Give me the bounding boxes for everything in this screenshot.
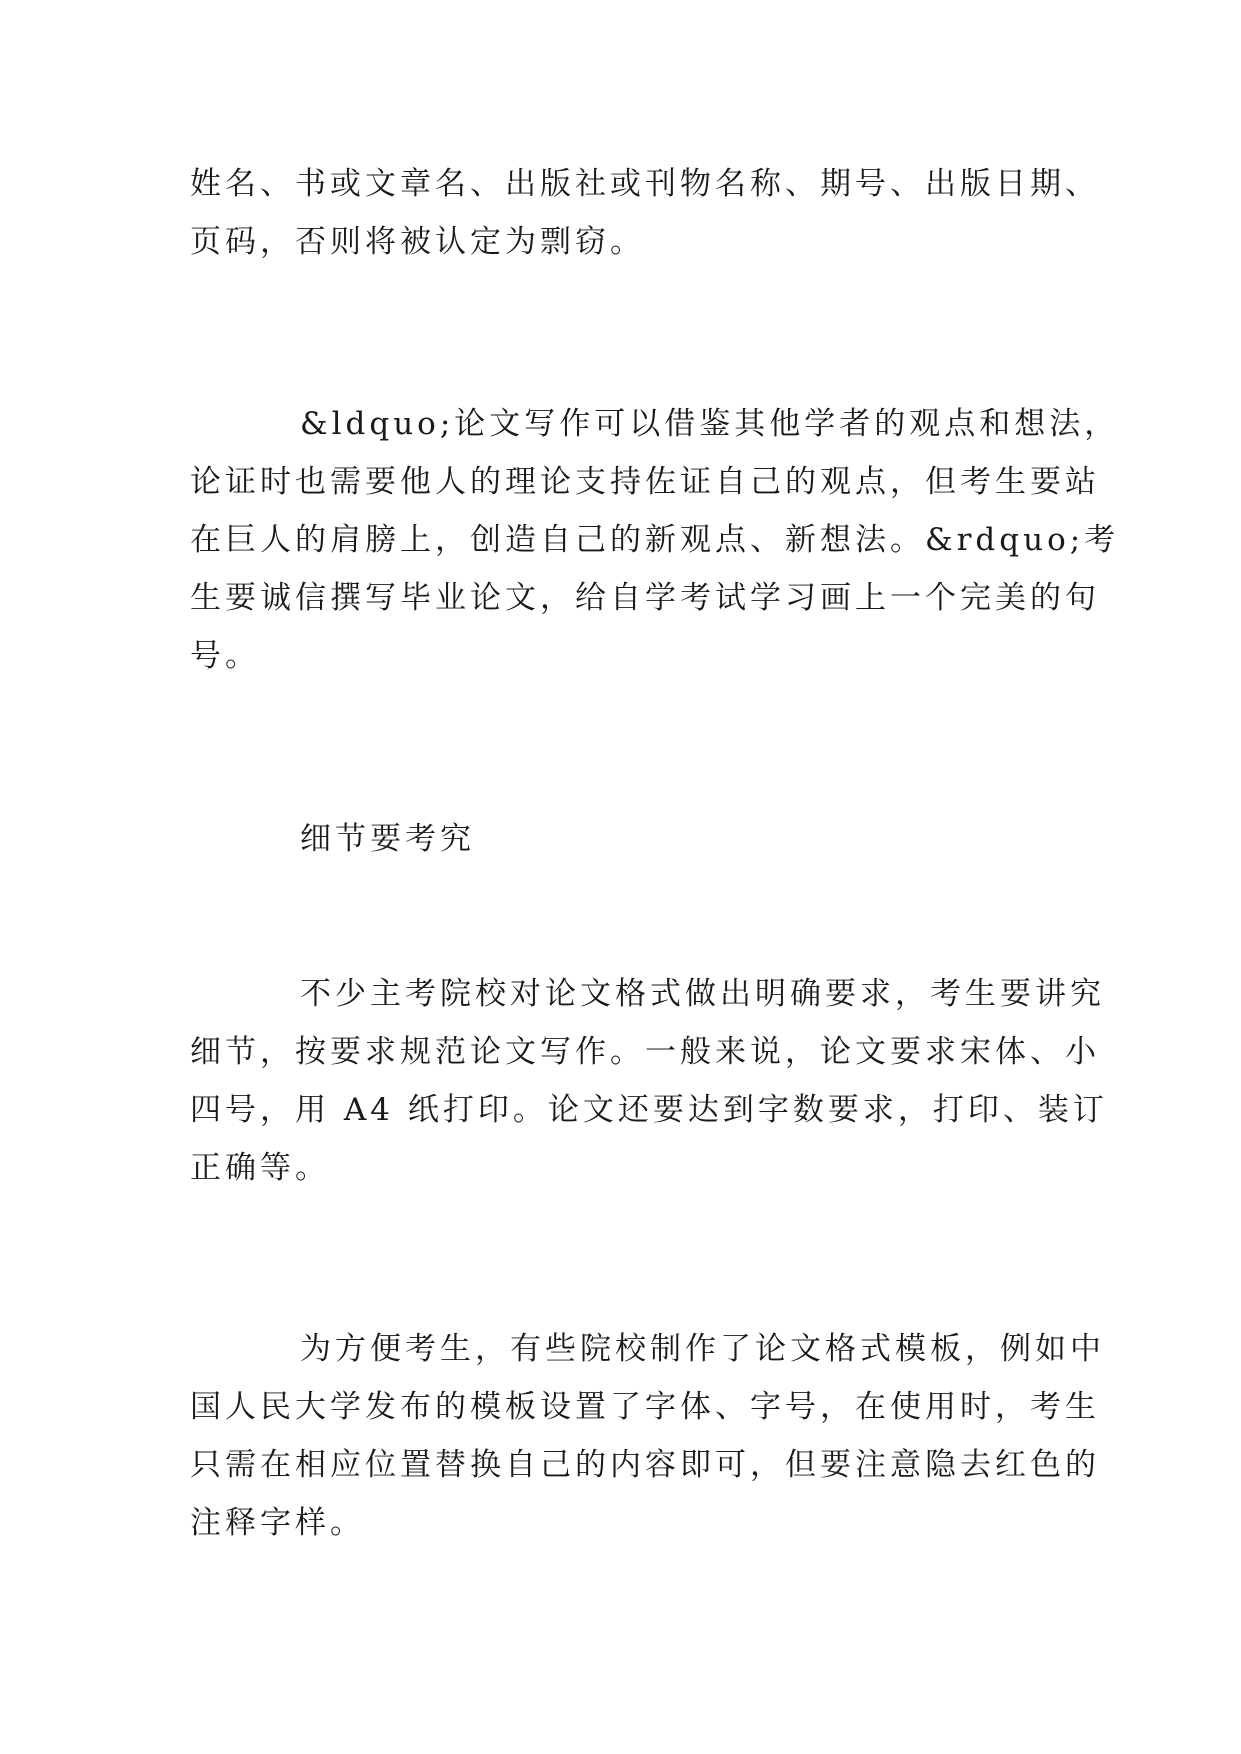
text-line: 页码，否则将被认定为剽窃。 bbox=[190, 224, 645, 260]
text-line: &ldquo;论文写作可以借鉴其他学者的观点和想法， bbox=[300, 406, 1120, 442]
paragraph-template-info bbox=[190, 1320, 1105, 1552]
text-line: 正确等。 bbox=[190, 1150, 330, 1186]
text-line: 国人民大学发布的模板设置了字体、字号，在使用时，考生 bbox=[190, 1389, 1100, 1425]
paragraph-citation-requirements bbox=[190, 155, 1100, 271]
text-line: 号。 bbox=[190, 638, 260, 674]
section-heading-text: 细节要考究 bbox=[300, 821, 475, 857]
text-line: 不少主考院校对论文格式做出明确要求，考生要讲究 bbox=[300, 976, 1105, 1012]
text-line: 生要诚信撰写毕业论文，给自学考试学习画上一个完美的句 bbox=[190, 580, 1100, 616]
text-line: 四号，用 A4 纸打印。论文还要达到字数要求，打印、装订 bbox=[190, 1092, 1108, 1128]
text-line: 论证时也需要他人的理论支持佐证自己的观点，但考生要站 bbox=[190, 464, 1100, 500]
text-line: 姓名、书或文章名、出版社或刊物名称、期号、出版日期、 bbox=[190, 166, 1100, 202]
text-line: 注释字样。 bbox=[190, 1505, 365, 1541]
text-line: 在巨人的肩膀上，创造自己的新观点、新想法。&rdquo;考 bbox=[190, 522, 1120, 558]
section-heading-details bbox=[190, 810, 1070, 868]
paragraph-format-requirements bbox=[190, 965, 1108, 1197]
text-line: 为方便考生，有些院校制作了论文格式模板，例如中 bbox=[300, 1331, 1105, 1367]
text-line: 只需在相应位置替换自己的内容即可，但要注意隐去红色的 bbox=[190, 1447, 1100, 1483]
paragraph-quote-integrity bbox=[190, 395, 1120, 685]
text-line: 细节，按要求规范论文写作。一般来说，论文要求宋体、小 bbox=[190, 1034, 1100, 1070]
